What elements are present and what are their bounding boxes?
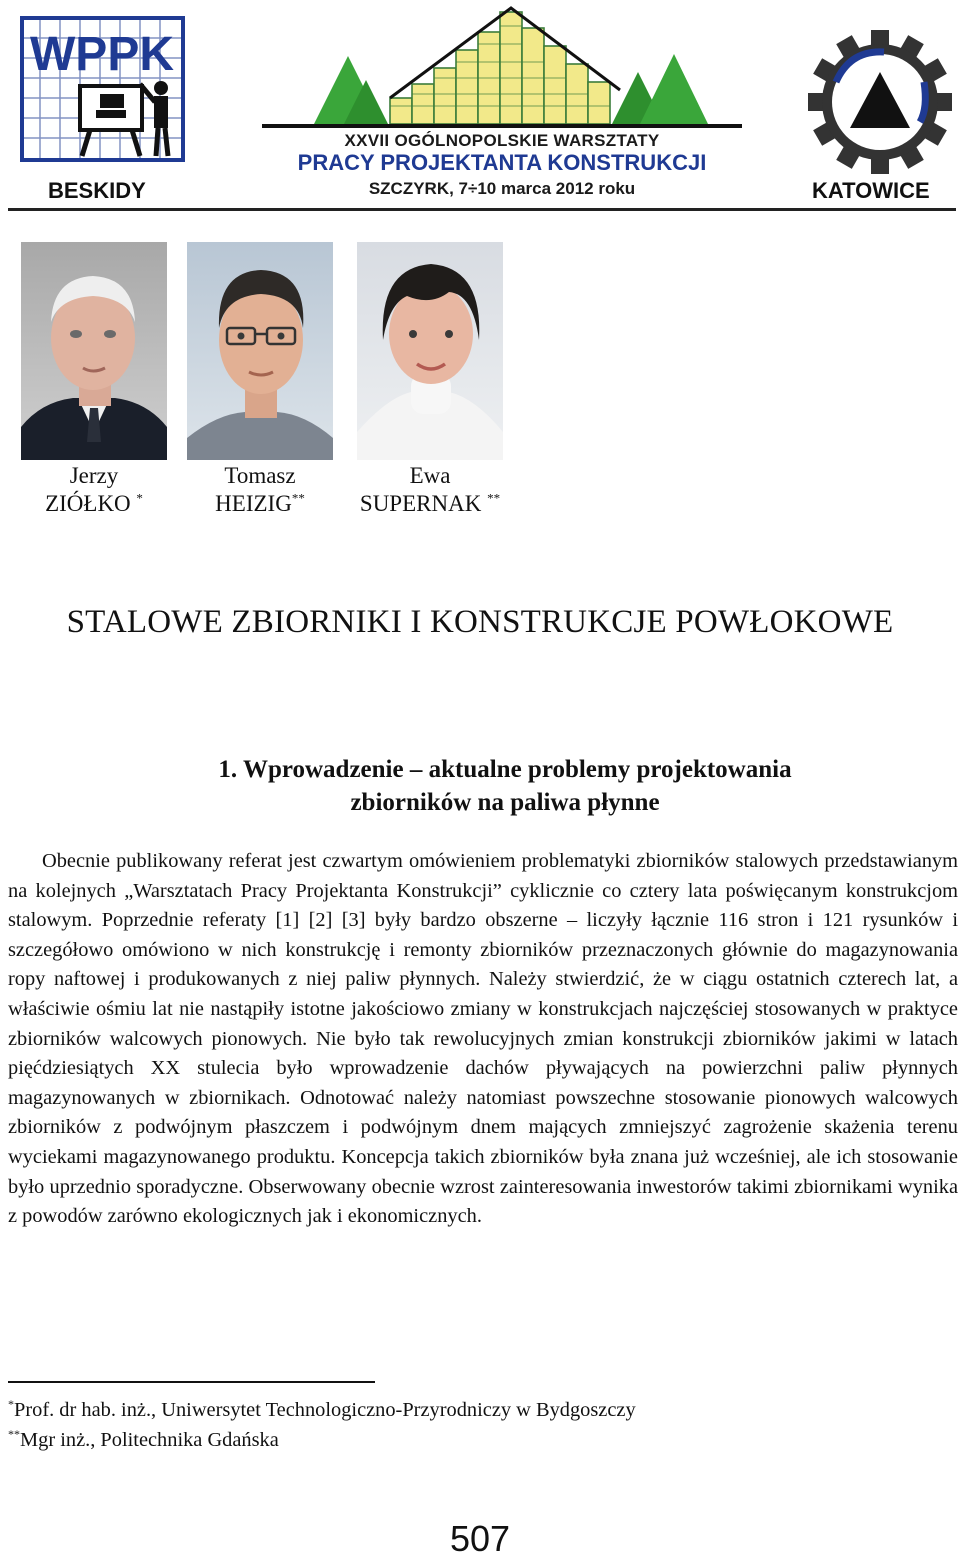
author-photo-3 bbox=[357, 242, 503, 460]
footnote-mark: ** bbox=[8, 1427, 20, 1442]
section-heading bbox=[0, 753, 960, 819]
paper-title: STALOWE ZBIORNIKI I KONSTRUKCJE POWŁOKOWE bbox=[66, 604, 894, 640]
author-photo-2 bbox=[187, 242, 333, 460]
author-footnote-mark: * bbox=[136, 490, 143, 506]
event-name-line2: PRACY PROJEKTANTA KONSTRUKCJI bbox=[297, 150, 707, 175]
body-paragraph: Obecnie publikowany referat jest czwartym omówieniem problematyki zbiorników stalowych przedstawianym na kolejnych „Warsztatach Pracy Projektanta Konstrukcji” cyklicznie co cztery lata poświęcanym konstrukcjom stalowym. Poprzednie referaty [1] [2] [3] były bardzo obszerne – liczyły łącznie 116 stron i 121 rysunków i szczegółowo omówiono w nich konstrukcję i remonty zbiorników przeznaczonych głównie do magazynowania ropy naftowej i produkowanych z niej paliw płynnych. Należy stwierdzić, że w ciągu ostatnich czterech lat, a właściwie ośmiu lat nie nastąpiły istotne jakościowo zmiany w konstrukcjach najczęściej stosowanych w praktyce zbiorników walcowych pionowych. Nie było tak rewolucyjnych zmian konstrukcji zbiorników jakimi w latach pięćdziesiątych XX stulecia było wprowadzenie dachów pływających na powierzchni paliw płynnych magazynowanych w zbiornikach. Odnotować należy natomiast powszechne stosowanie pionowych walcowych zbiorników z podwójnym płaszczem i podwójnym dnem mających zmniejszyć zagrożenie skażenia terenu wyciekami magazynowanego produktu. Koncepcja takich zbiorników była znana już wcześniej, ale ich stosowanie było uprzednio sporadyczne. Obserwowany obecnie wzrost zainteresowania inwestorów takimi zbiornikami wynika z powodów zarówno ekologicznych jak i ekonomicznych. bbox=[8, 850, 958, 1228]
conference-header bbox=[0, 0, 960, 215]
author-footnote-mark: ** bbox=[291, 490, 305, 506]
author-last-name: HEIZIG bbox=[215, 491, 292, 516]
footnote-text: Mgr inż., Politechnika Gdańska bbox=[20, 1429, 279, 1451]
author-last-name: ZIÓŁKO bbox=[45, 491, 131, 516]
katowice-label: KATOWICE bbox=[812, 178, 930, 203]
beskidy-label: BESKIDY bbox=[48, 178, 146, 203]
footnote-mark: * bbox=[8, 1397, 14, 1412]
gear-logo bbox=[806, 28, 954, 176]
author-first-name: Jerzy bbox=[69, 463, 119, 488]
footnote-1 bbox=[8, 1397, 636, 1423]
author-photo-1 bbox=[21, 242, 167, 460]
footnote-2 bbox=[8, 1427, 279, 1453]
author-3 bbox=[330, 462, 530, 518]
section-heading-line1: 1. Wprowadzenie – aktualne problemy projektowania bbox=[218, 756, 792, 783]
footnote-text: Prof. dr hab. inż., Uniwersytet Technologiczno-Przyrodniczy w Bydgoszczy bbox=[14, 1399, 636, 1421]
author-last-name: SUPERNAK bbox=[359, 491, 482, 516]
section-heading-line2: zbiorników na paliwa płynne bbox=[350, 789, 660, 816]
footnote-divider bbox=[8, 1381, 375, 1383]
event-name-line1: XXVII OGÓLNOPOLSKIE WARSZTATY bbox=[344, 131, 660, 150]
event-place-date: SZCZYRK, 7÷10 marca 2012 roku bbox=[368, 179, 636, 198]
header-divider bbox=[8, 208, 956, 211]
author-first-name: Tomasz bbox=[224, 463, 296, 488]
wppk-logo-text: WPPK bbox=[30, 28, 174, 81]
author-first-name: Ewa bbox=[409, 463, 451, 488]
wppk-logo bbox=[20, 14, 185, 164]
page-number: 507 bbox=[449, 1518, 511, 1559]
conference-building-logo bbox=[262, 6, 742, 130]
author-footnote-mark: ** bbox=[487, 490, 501, 506]
